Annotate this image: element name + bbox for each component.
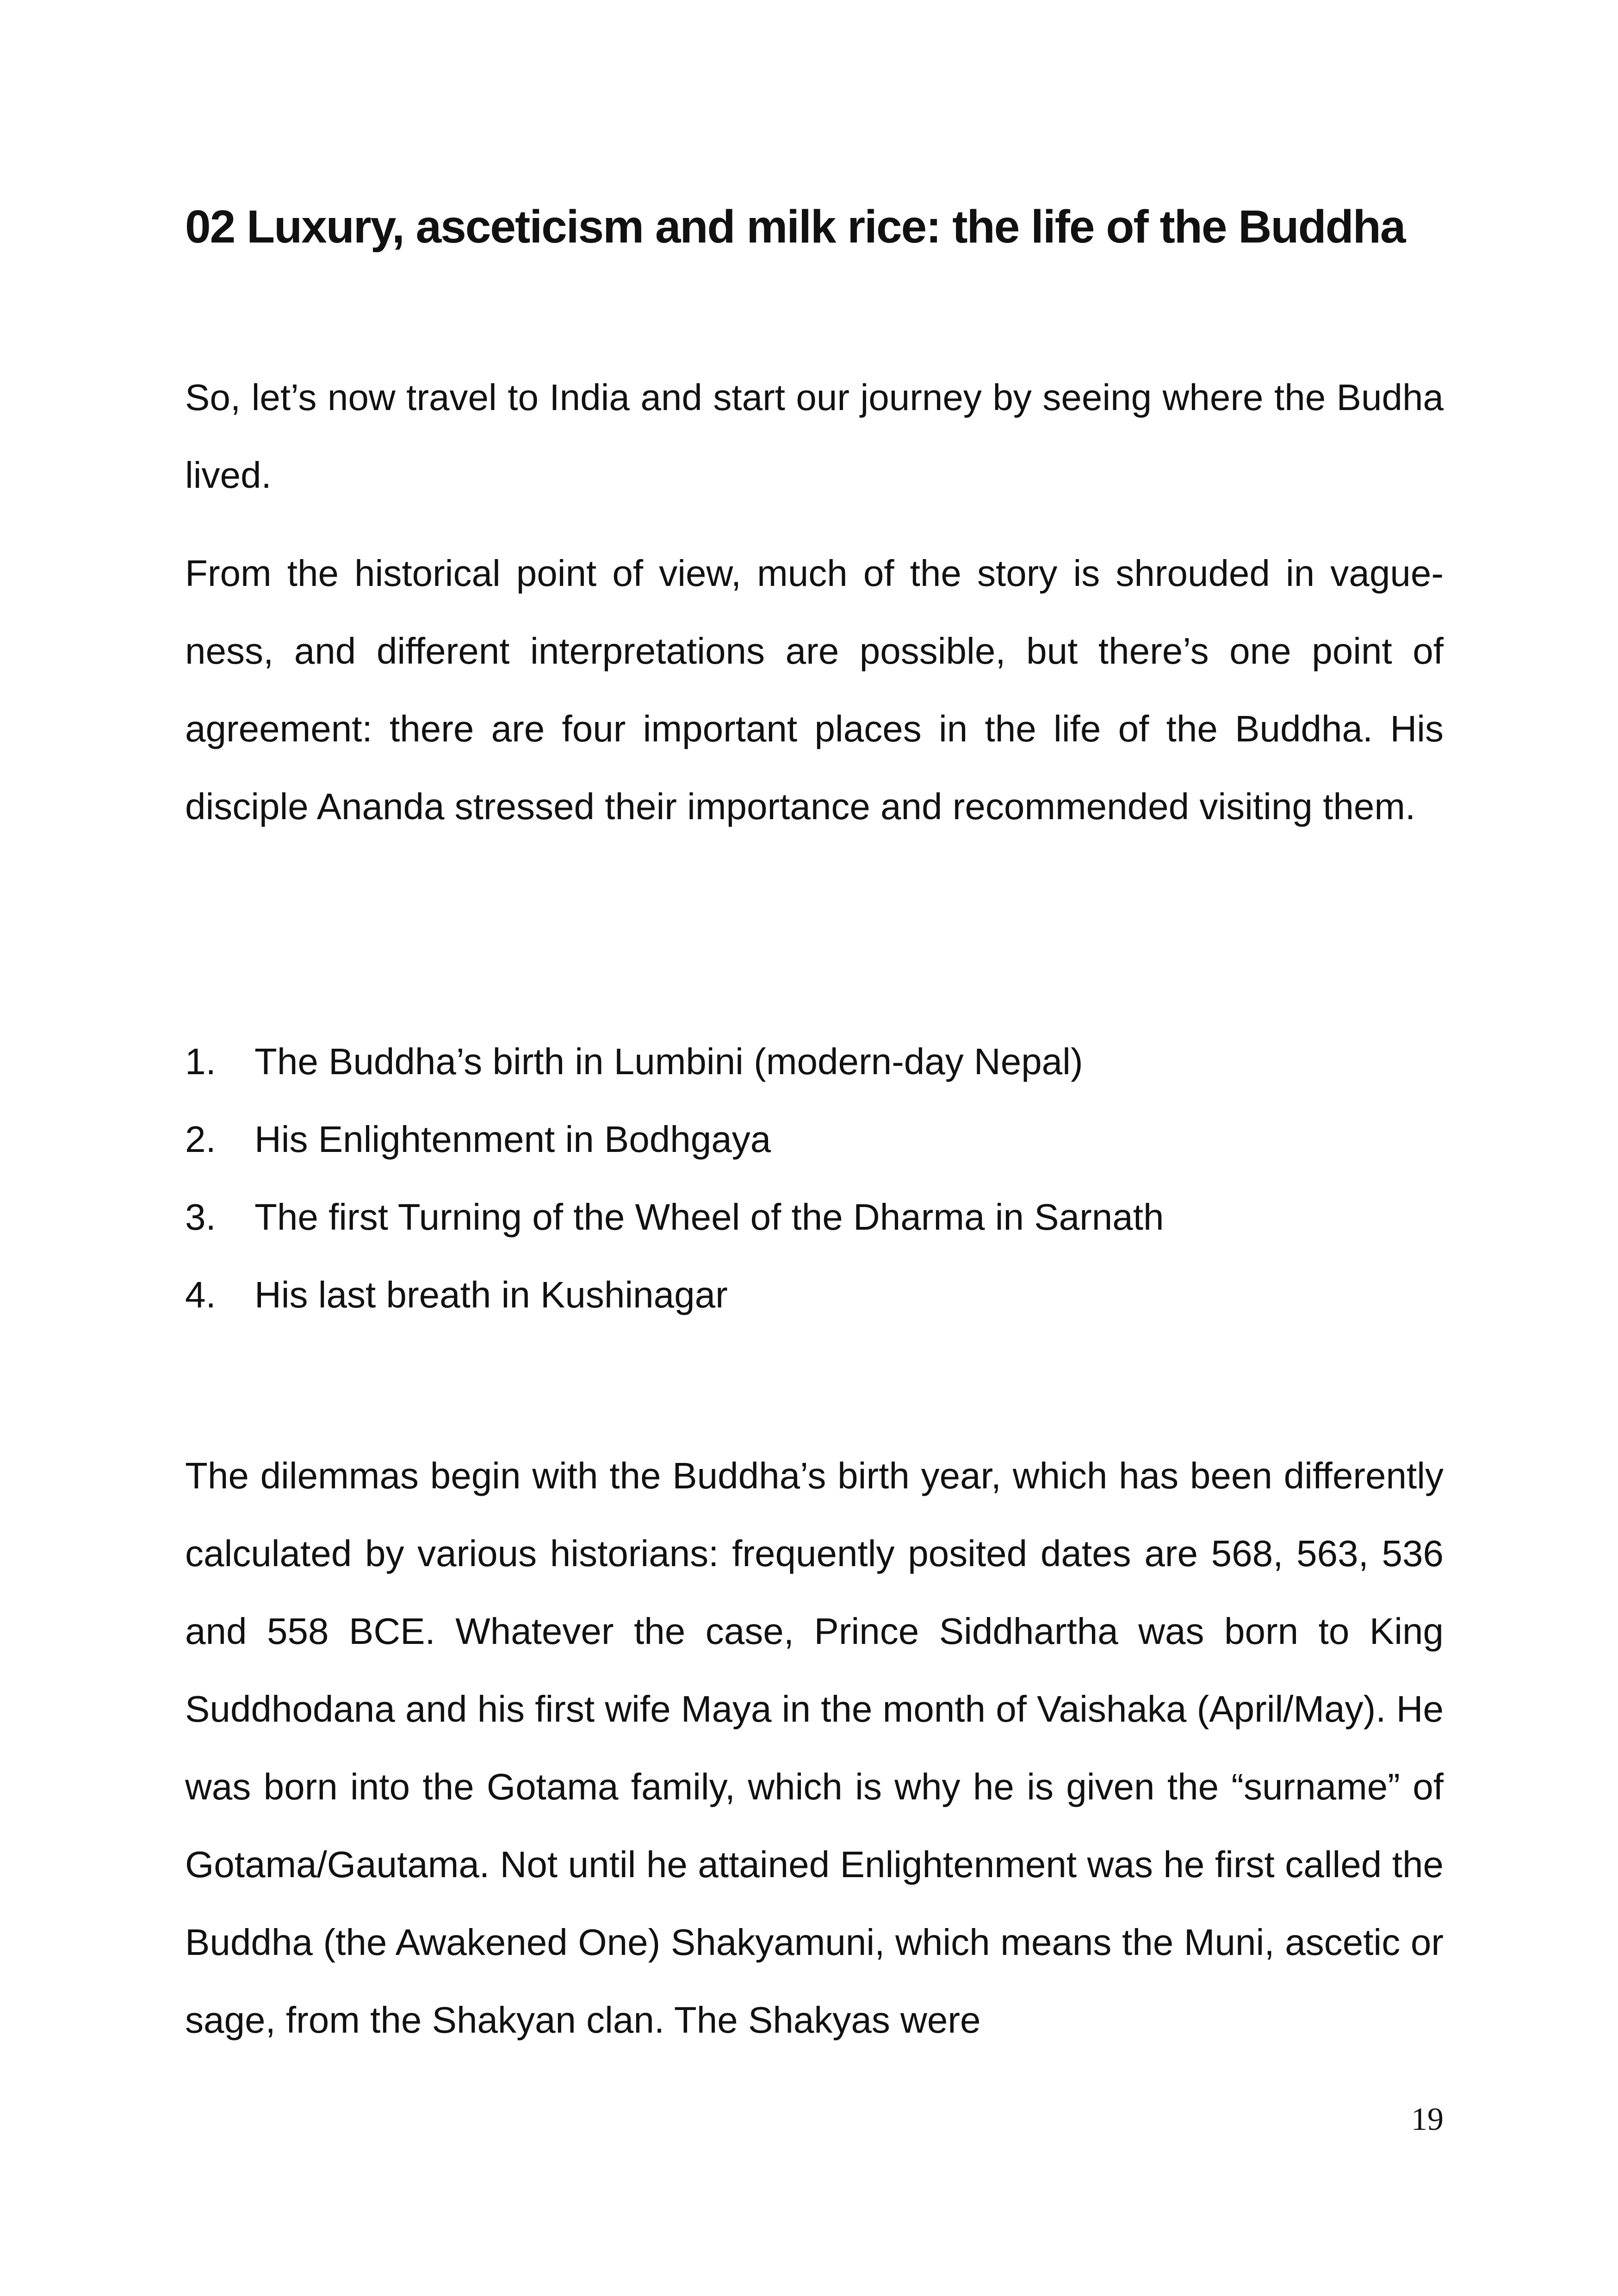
list-item bbox=[185, 1178, 1444, 1256]
list-item-text: His Enlightenment in Bodhgaya bbox=[254, 1119, 771, 1160]
important-places-list bbox=[185, 1023, 1444, 1334]
list-item-number: 1. bbox=[185, 1041, 216, 1082]
list-item bbox=[185, 1101, 1444, 1178]
list-item-number: 3. bbox=[185, 1196, 216, 1238]
list-item-number: 2. bbox=[185, 1119, 216, 1160]
page-number: 19 bbox=[1411, 2102, 1444, 2137]
list-item-text: His last breath in Kushinagar bbox=[254, 1274, 728, 1315]
list-item bbox=[185, 1023, 1444, 1101]
chapter-heading: 02 Luxury, asceticism and milk rice: the life of the Buddha bbox=[185, 201, 1405, 253]
intro-paragraph: So, let’s now travel to India and start our journey by seeing where the Budha lived. bbox=[185, 377, 1444, 496]
birth-paragraph: The dilemmas begin with the Buddha’s birth year, which has been differently calculated by various historians: frequently posited dates are 568, 563, 536 and 558 BCE. Whatever the case, Prince Siddhartha was born to King Suddhodana and his first wife Maya in the month of Vaishaka (April/May). He was born into the Gotama family, which is why he is given the “surname” of Gotama/Gautama. Not until he attained Enlightenment was he first called the Buddha (the Awakened One) Shakyamuni, which means the Muni, ascetic or sage, from the Shakyan clan. The Shakyas were bbox=[185, 1455, 1444, 2041]
history-paragraph: From the historical point of view, much of the story is shrouded in vagueness, and different interpretations are possible, but there’s one point of agreement: there are four important places in the life of the Buddha. His disciple Ananda stressed their importance and recommended visiting them. bbox=[185, 553, 1444, 827]
list-item-text: The Buddha’s birth in Lumbini (modern-day Nepal) bbox=[254, 1041, 1083, 1082]
list-item-text: The first Turning of the Wheel of the Dharma in Sarnath bbox=[254, 1196, 1164, 1238]
list-item-number: 4. bbox=[185, 1274, 216, 1315]
list-item bbox=[185, 1256, 1444, 1334]
